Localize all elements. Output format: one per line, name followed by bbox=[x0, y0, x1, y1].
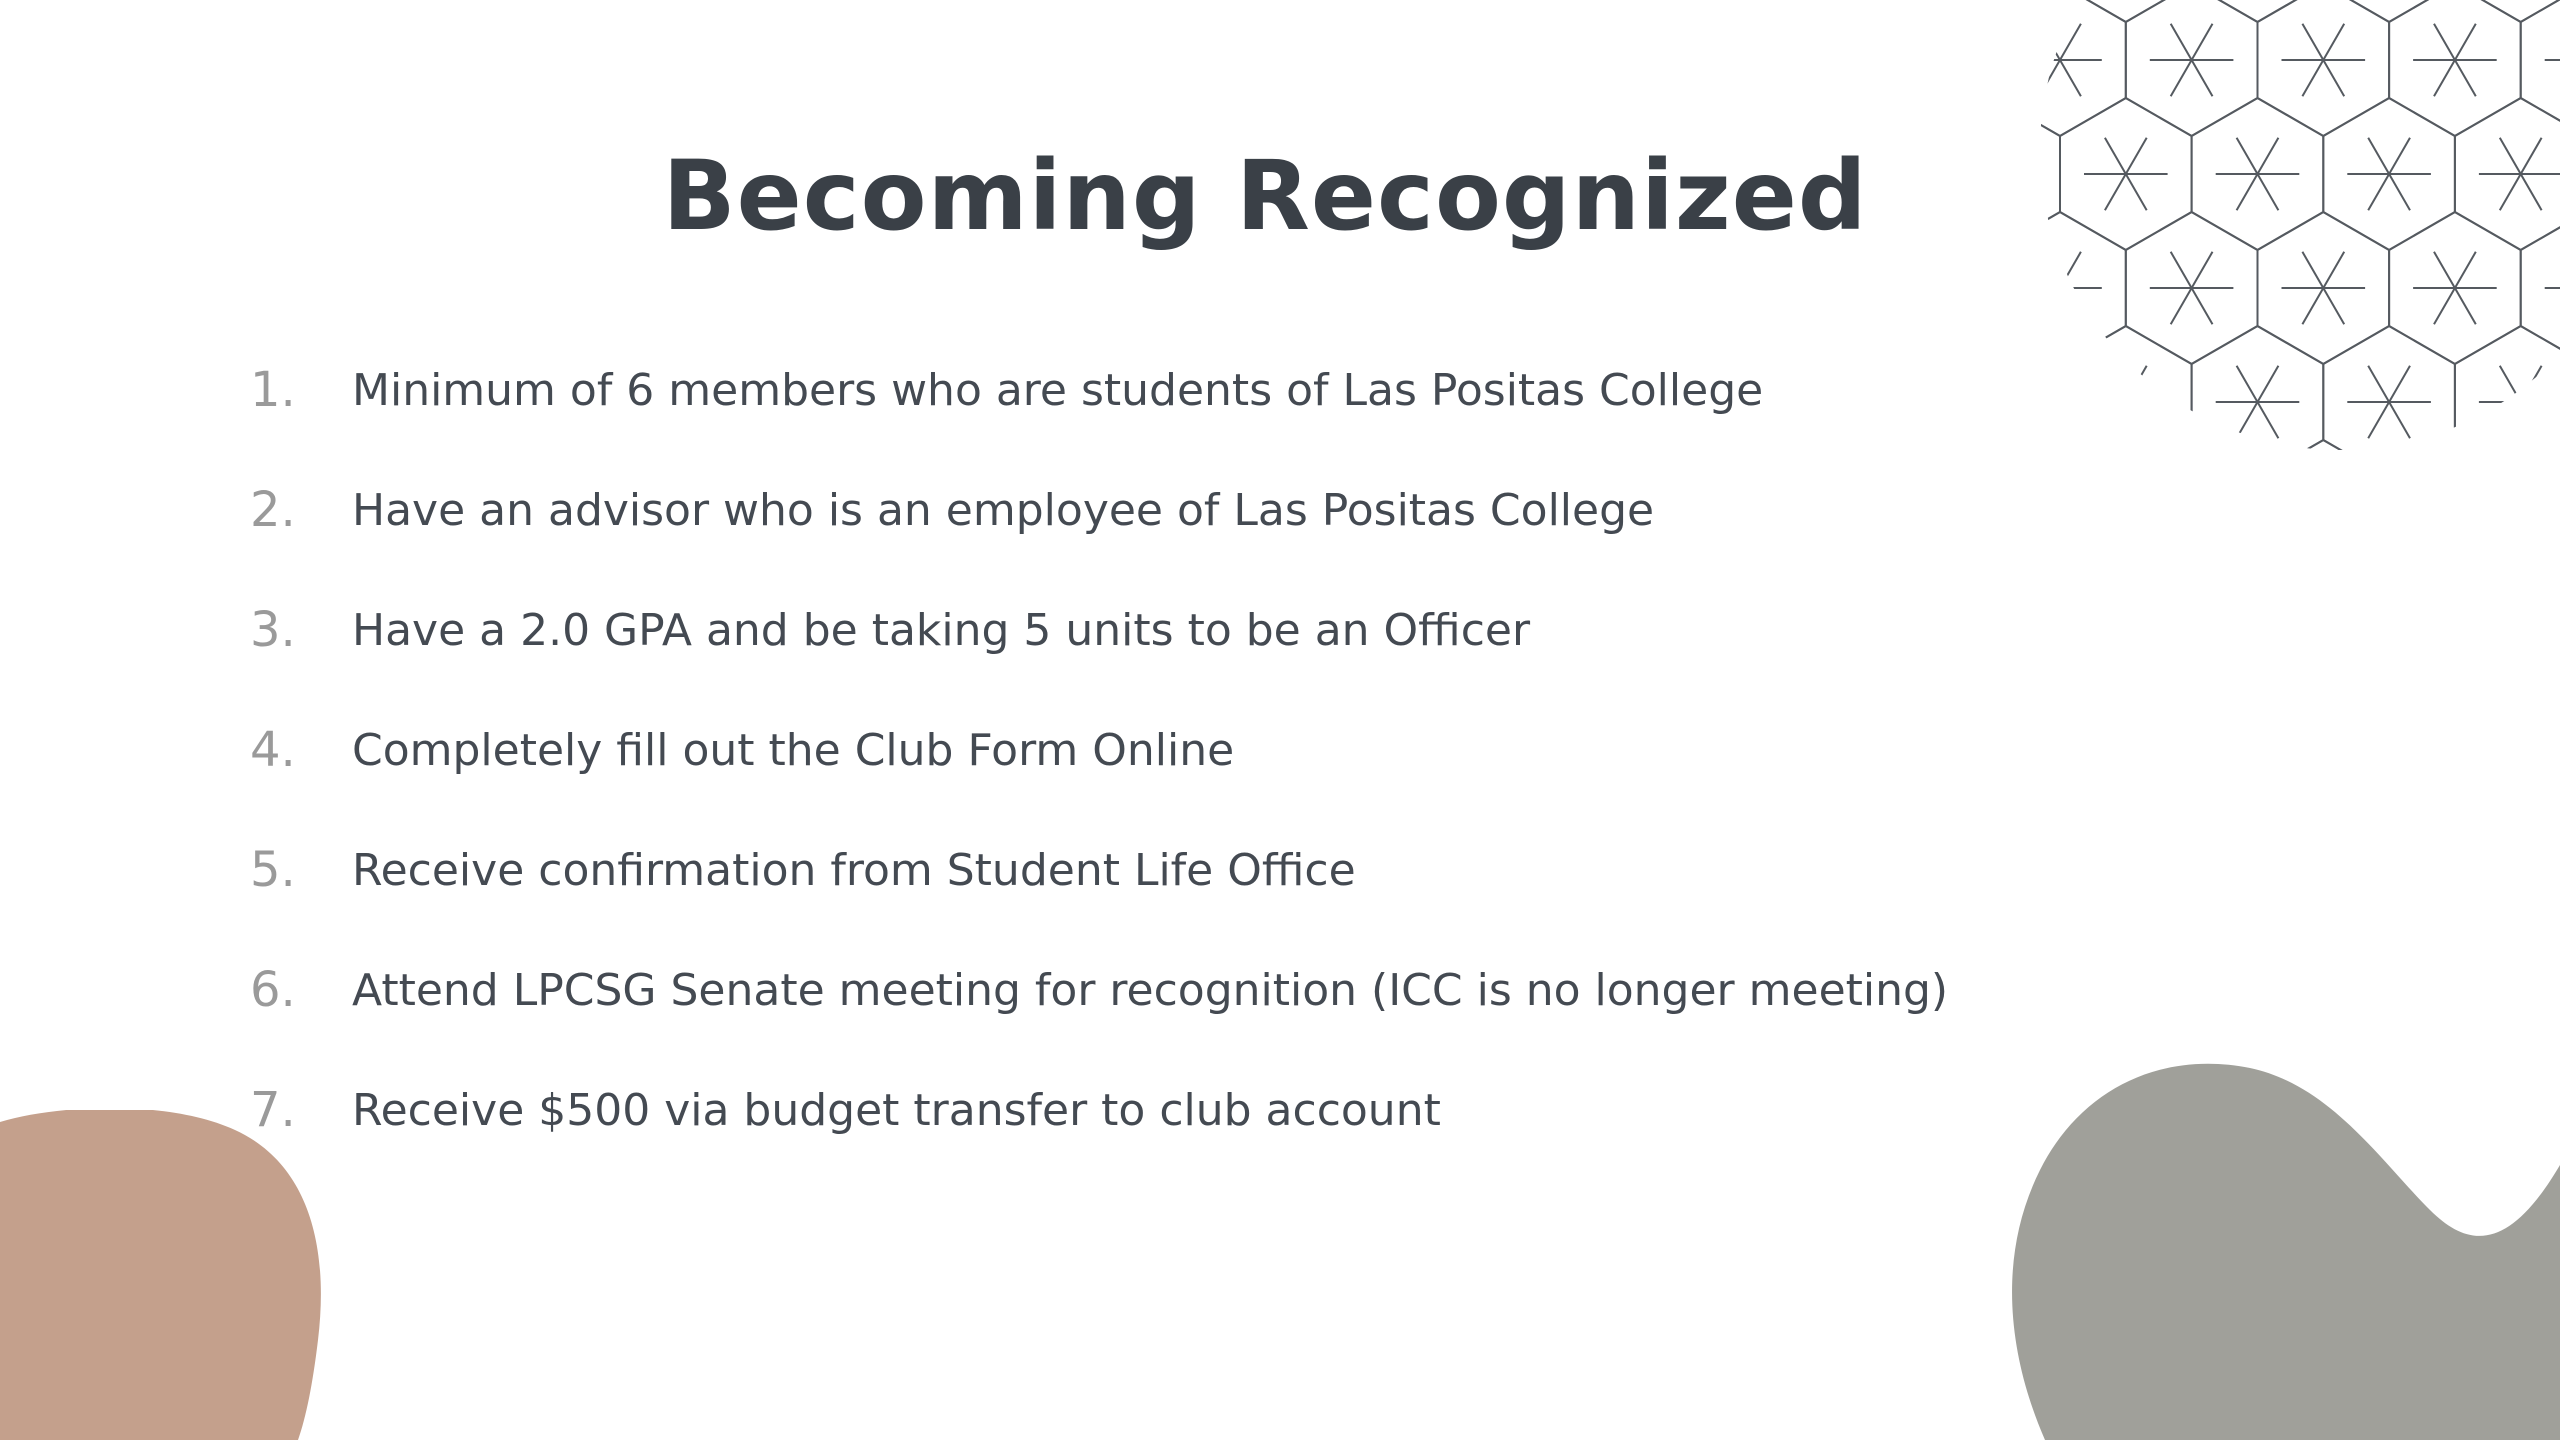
pattern-hexagon bbox=[2060, 326, 2192, 450]
pattern-hexagon bbox=[2258, 440, 2390, 450]
pattern-hexagon bbox=[2455, 0, 2560, 22]
list-item-text: Minimum of 6 members who are students of Las Positas College bbox=[352, 364, 1764, 416]
list-item-number: 3. bbox=[250, 602, 296, 658]
list-item-text: Completely fill out the Club Form Online bbox=[352, 724, 1235, 776]
pattern-hexagon bbox=[2323, 0, 2455, 22]
pattern-hexagon bbox=[2040, 0, 2060, 22]
list-item-number: 1. bbox=[250, 362, 296, 418]
list-item bbox=[250, 570, 1948, 690]
list-item-text: Receive confirmation from Student Life Office bbox=[352, 844, 1356, 896]
pattern-hexagon bbox=[2126, 0, 2258, 136]
list-item-number: 2. bbox=[250, 482, 296, 538]
list-item bbox=[250, 330, 1948, 450]
pattern-hexagon bbox=[2060, 0, 2192, 22]
pattern-hexagon bbox=[2258, 0, 2390, 136]
pattern-star-spoke bbox=[2105, 366, 2147, 438]
list-item bbox=[250, 810, 1948, 930]
pattern-hexagon bbox=[2192, 0, 2324, 22]
pattern-hexagon bbox=[2521, 440, 2560, 450]
list-item bbox=[250, 450, 1948, 570]
pattern-star-spoke bbox=[2105, 366, 2147, 438]
list-item bbox=[250, 690, 1948, 810]
list-item-text: Attend LPCSG Senate meeting for recognition (ICC is no longer meeting) bbox=[352, 964, 1949, 1016]
gray-blob-icon bbox=[2000, 1060, 2560, 1440]
pattern-hexagon bbox=[2040, 440, 2126, 450]
pattern-hexagon bbox=[2192, 326, 2324, 450]
list-item-text: Have an advisor who is an employee of Las Positas College bbox=[352, 484, 1655, 536]
slide-title: Becoming Recognized bbox=[662, 140, 1868, 252]
pattern-hexagon bbox=[2389, 0, 2521, 136]
list-item-number: 5. bbox=[250, 842, 296, 898]
pattern-hexagon bbox=[2040, 0, 2126, 136]
list-item-text: Receive $500 via budget transfer to club account bbox=[352, 1084, 1441, 1136]
list-item-number: 4. bbox=[250, 722, 296, 778]
requirements-list bbox=[250, 330, 1948, 1170]
list-item bbox=[250, 930, 1948, 1050]
tan-blob-icon bbox=[0, 1110, 330, 1440]
list-item bbox=[250, 1050, 1948, 1170]
pattern-hexagon bbox=[2389, 440, 2521, 450]
pattern-hexagon bbox=[2323, 326, 2455, 450]
pattern-hexagon bbox=[2126, 440, 2258, 450]
pattern-hexagon bbox=[2521, 0, 2560, 136]
list-item-number: 7. bbox=[250, 1082, 296, 1138]
list-item-text: Have a 2.0 GPA and be taking 5 units to be an Officer bbox=[352, 604, 1531, 656]
list-item-number: 6. bbox=[250, 962, 296, 1018]
pattern-hexagon bbox=[2455, 326, 2560, 450]
pattern-hexagon bbox=[2040, 326, 2060, 450]
